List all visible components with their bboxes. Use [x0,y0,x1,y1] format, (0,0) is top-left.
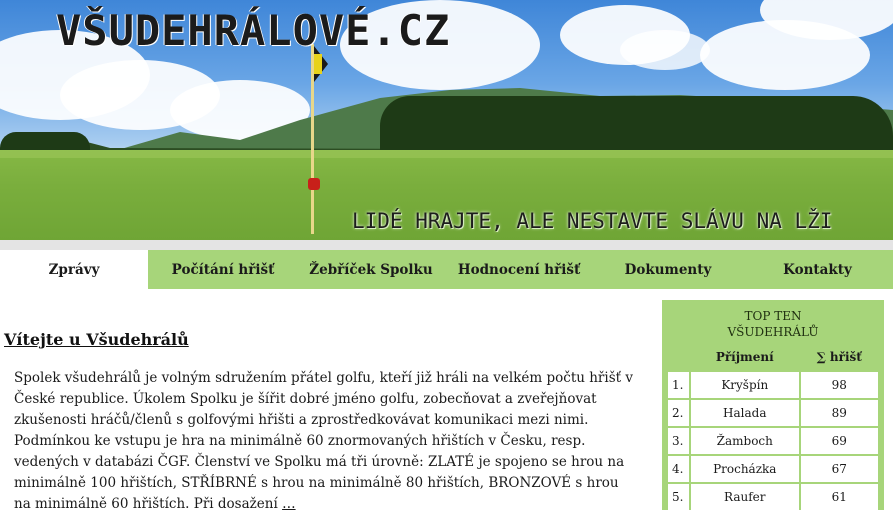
count-cell: 67 [801,456,878,482]
read-more-link[interactable]: … [282,496,296,512]
name-cell: Žamboch [691,428,799,454]
count-cell: 89 [801,400,878,426]
flag-stripe [314,54,322,74]
rank-cell: 3. [668,428,689,454]
header-divider [0,240,893,250]
flag-marker [308,178,320,190]
table-header-row [668,344,878,370]
name-cell: Procházka [691,456,799,482]
table-row [668,428,878,454]
name-cell: Kryšpín [691,372,799,398]
tab-kontakty[interactable]: Kontakty [783,261,852,278]
rank-cell: 4. [668,456,689,482]
site-slogan: LIDÉ HRAJTE, ALE NESTAVTE SLÁVU NA LŽI [352,209,833,233]
tab-zpravy[interactable]: Zprávy [0,250,148,289]
top-ten-title-line2: VŠUDEHRÁLŮ [727,325,819,339]
name-cell: Raufer [691,484,799,510]
rank-cell: 5. [668,484,689,510]
tab-hodnoceni-hrist[interactable]: Hodnocení hřišť [457,261,581,278]
table-row [668,484,878,510]
header-banner [0,0,893,240]
table-row [668,372,878,398]
tree-cluster [380,96,893,154]
page-title[interactable]: Vítejte u Všudehrálů [4,330,189,349]
tab-dokumenty[interactable]: Dokumenty [624,261,712,278]
fairway-stripe [0,150,893,158]
table-row [668,456,878,482]
count-cell: 69 [801,428,878,454]
intro-paragraph [14,368,639,515]
table-row [668,400,878,426]
main-nav [0,250,893,289]
tab-pocitani-hrist[interactable]: Počítání hřišť [171,261,275,278]
site-title[interactable]: VŠUDEHRÁLOVÉ.CZ [56,6,451,55]
top-ten-title [662,308,884,340]
intro-text: Spolek všudehrálů je volným sdružením přátel golfu, kteří již hráli na velkém počtu hřišť v České republice. Úkolem Spolku je šířit dobré jméno golfu, zobecňovat a zveřejňovat zkušenosti hráčů/členů s golfovými hřišti a zprostředkovávat komunikaci mezi nimi. Podmínkou ke vstupu je hra na minimálně 60 znormovaných hřištích v Česku, resp. vedených v databázi ČGF. Členství ve Spolku má tři úrovně: ZLATÉ je spojeno se hrou na minimálně 100 hřištích, STŘÍBRNÉ s hrou na minimálně 80 hřištích, BRONZOVÉ s hrou na minimálně 60 hřištích. Při dosažení [14,370,633,512]
count-cell: 61 [801,484,878,510]
rank-cell: 2. [668,400,689,426]
count-cell: 98 [801,372,878,398]
sum-header: ∑ hřišť [801,344,878,370]
rank-header [668,344,689,370]
top-ten-title-line1: TOP TEN [744,309,802,323]
tab-zebricek-spolku[interactable]: Žebříček Spolku [309,261,433,278]
rank-cell: 1. [668,372,689,398]
surname-header: Příjmení [691,344,799,370]
top-ten-table [666,342,880,512]
name-cell: Halada [691,400,799,426]
